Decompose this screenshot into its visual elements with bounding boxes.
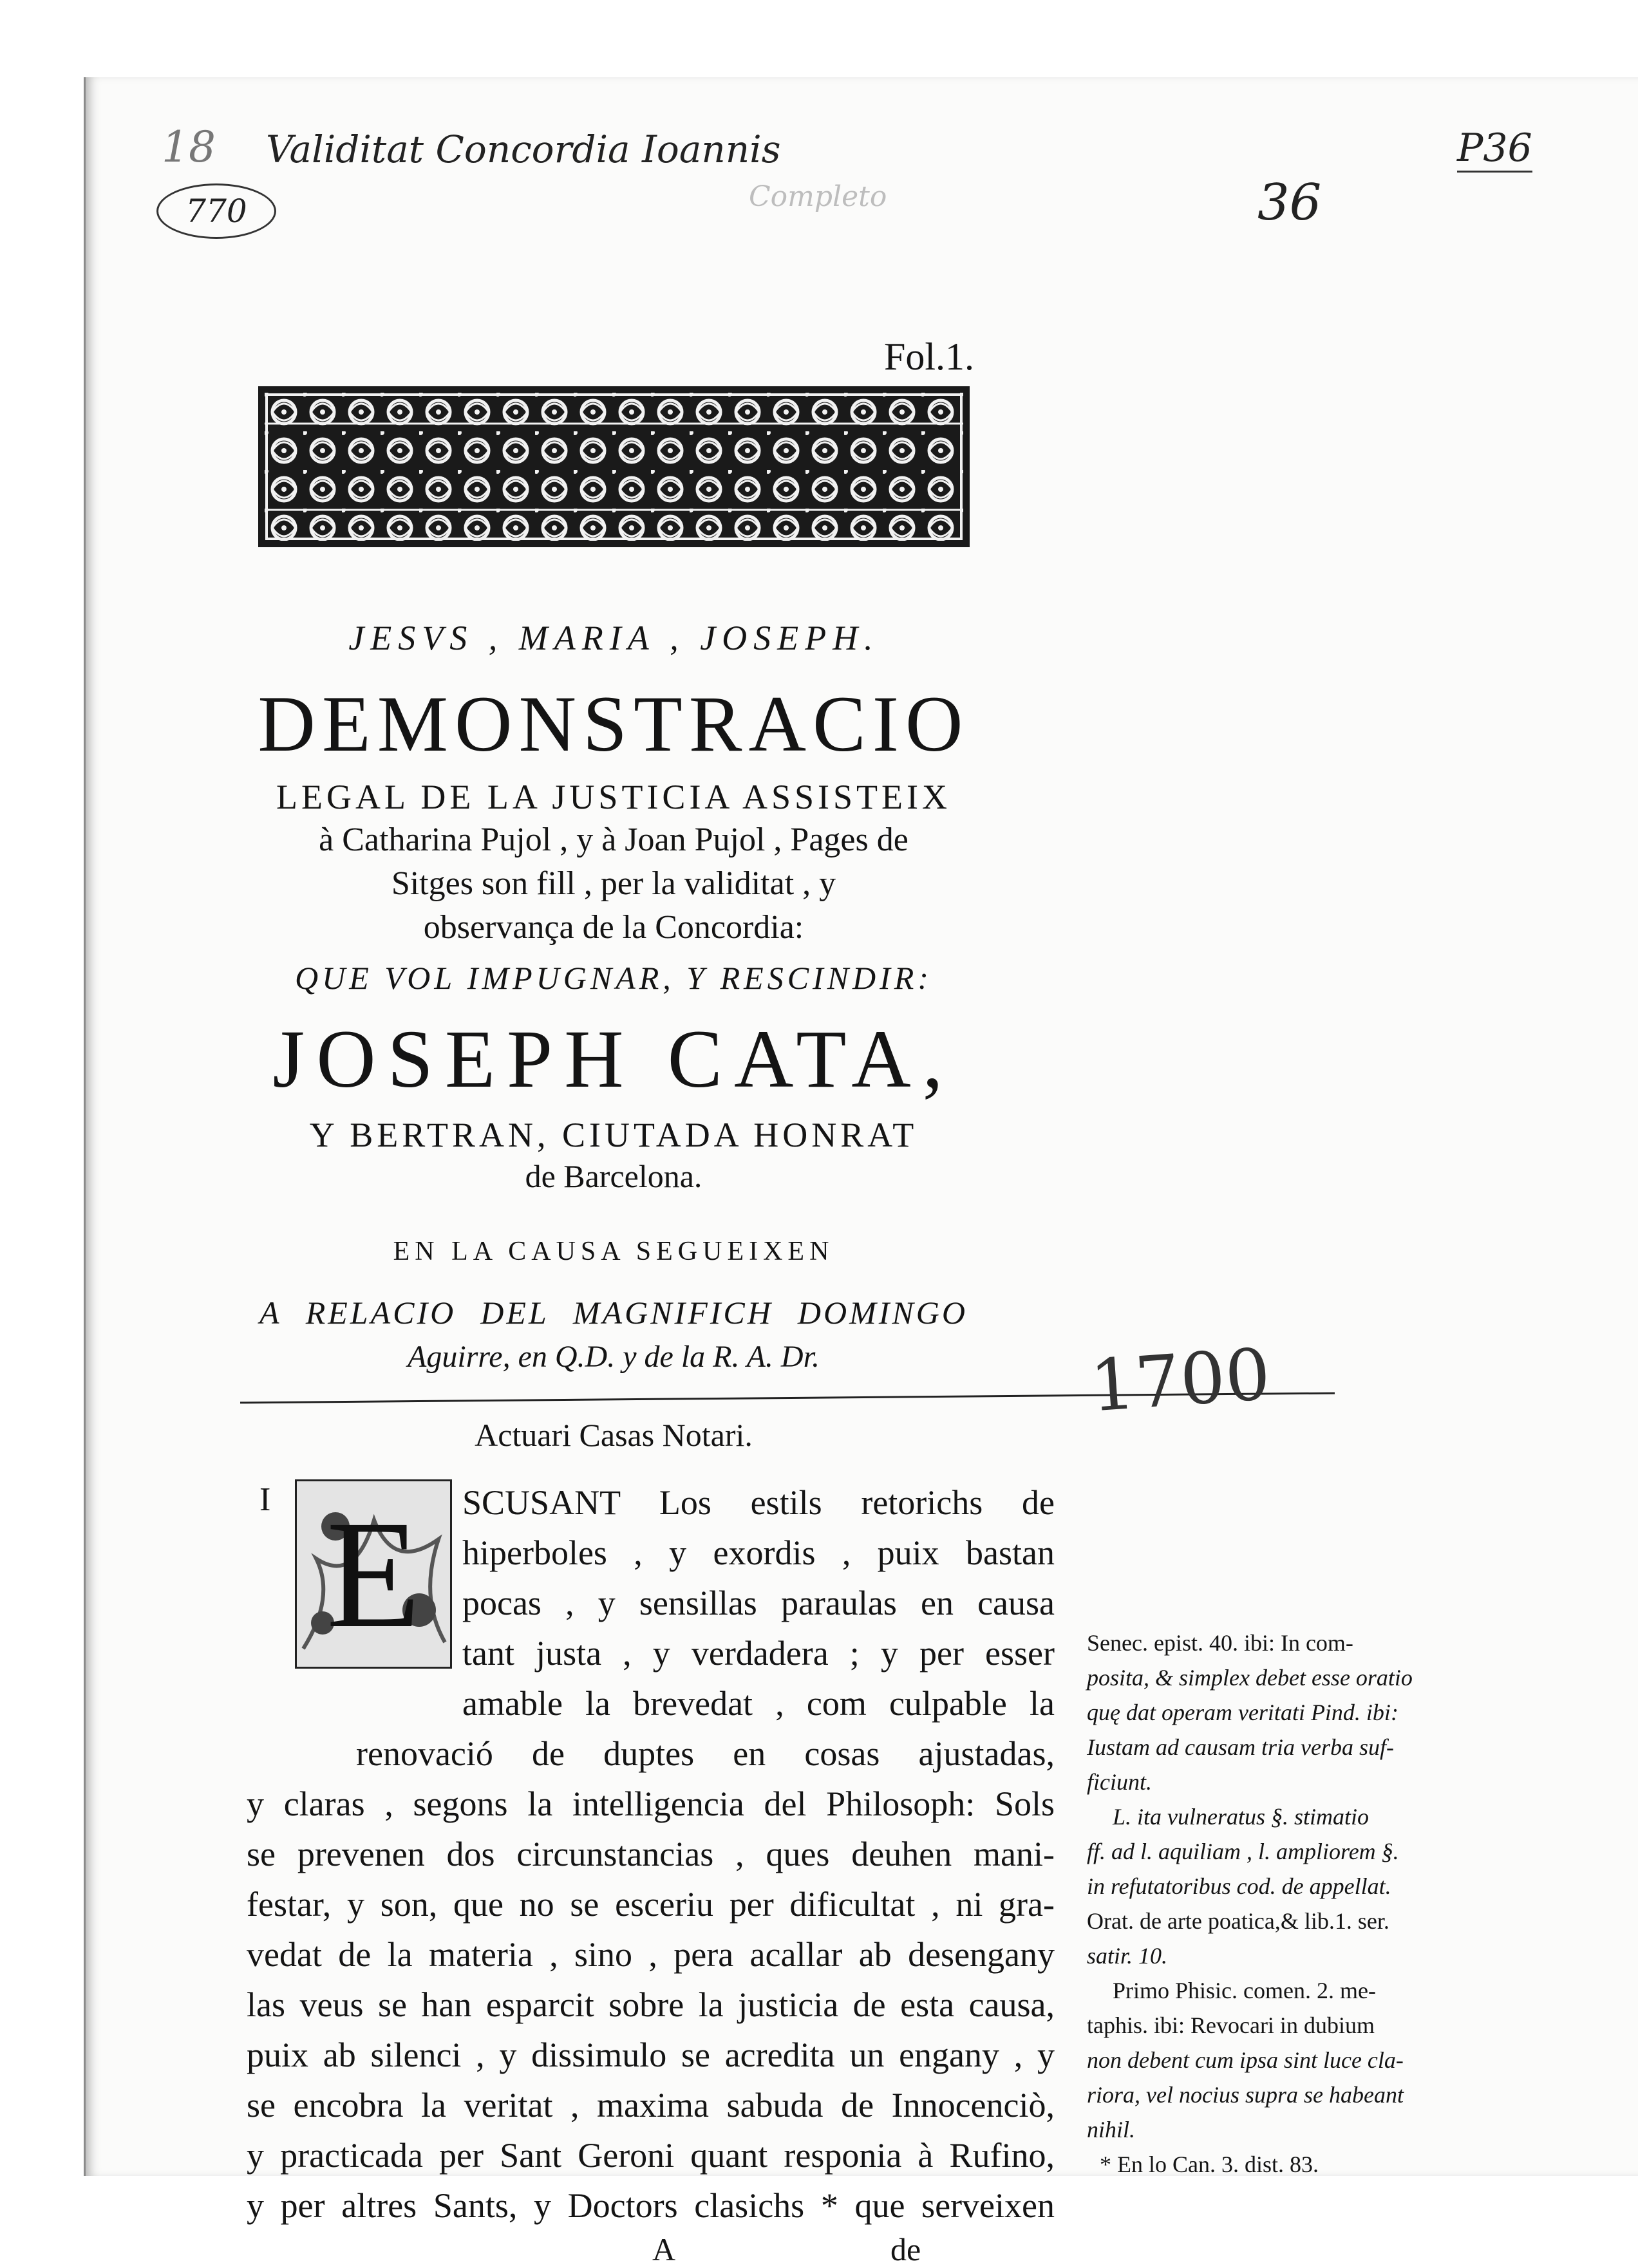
marginal-notes (1087, 1626, 1499, 2182)
body-line: vedat de la materia , sino , pera acallar ab desengany (247, 1935, 1055, 1974)
main-title: DEMONSTRACIO (258, 680, 970, 768)
marginal-note-line: non debent cum ipsa sint luce cla- (1087, 2047, 1404, 2073)
opponent-line: de Barcelona. (525, 1158, 702, 1194)
marginal-note-line: ficiunt. (1087, 1769, 1152, 1795)
marginal-note-line: riora, vel nocius supra se habeant (1087, 2082, 1404, 2108)
body-line-wide (462, 1678, 1055, 1729)
handwritten-margin-number: 1700 (1087, 1333, 1274, 1428)
subtitle-block (247, 776, 981, 950)
impugn-line: QUE VOL IMPUGNAR, Y RESCINDIR: (294, 960, 932, 996)
opponent-line: Y BERTRAN, CIUTADA HONRAT (309, 1116, 918, 1154)
body-lines-full (247, 1779, 1055, 2231)
handwritten-faint-note: Completo (749, 180, 887, 213)
marginal-note-line: taphis. ibi: Revocari in dubium (1087, 2012, 1375, 2038)
marginal-note-line: Senec. epist. 40. ibi: In com- (1087, 1630, 1353, 1656)
catchword: de (890, 2231, 921, 2267)
marginal-note-line: in refutatoribus cod. de appellat. (1087, 1873, 1391, 1899)
marginal-note-line: L. ita vulneratus §. stimatio (1113, 1804, 1370, 1830)
body-line: SCUSANT Los estils retorichs de (462, 1483, 1055, 1522)
signature-mark: A (652, 2231, 676, 2267)
paragraph-number: I (259, 1481, 271, 1518)
circled-number-text: 770 (185, 192, 247, 230)
marginal-note-line: Iustam ad causam tria verba suf- (1087, 1734, 1394, 1760)
handwritten-right-mark: P36 (1457, 126, 1532, 173)
body-lines-indented (462, 1477, 1055, 1678)
opponent-name: JOSEPH CATA, (272, 1013, 955, 1105)
body-line: y per altres Sants, y Doctors clasichs * que serveixen (247, 2186, 1055, 2225)
cause-line: EN LA CAUSA SEGUEIXEN (393, 1237, 834, 1266)
subtitle-line: LEGAL DE LA JUSTICIA ASSISTEIX (276, 778, 951, 816)
body-line: renovació de duptes en cosas ajustadas, (356, 1734, 1055, 1773)
body-line: pocas , y sensillas paraulas en causa (462, 1584, 1055, 1622)
subtitle-line: Sitges son fill , per la validitat , y (391, 865, 836, 902)
folio-number: Fol.1. (884, 335, 975, 378)
body-line: y practicada per Sant Geroni quant responia à Rufino, (247, 2136, 1055, 2175)
relacio-line-2: Aguirre, en Q.D. y de la R. A. Dr. (408, 1340, 820, 1374)
marginal-note-line: Primo Phisic. comen. 2. me- (1113, 1978, 1376, 2003)
body-line: se encobra la veritat , maxima sabuda de Innocenciò, (247, 2086, 1055, 2124)
body-line: festar, y son, que no se esceriu per dificultat , ni gra- (247, 1885, 1055, 1924)
marginal-note-line: Orat. de arte poatica,& lib.1. ser. (1087, 1908, 1389, 1934)
handwritten-top-number: 18 (162, 122, 216, 172)
document-page (84, 77, 1638, 2267)
body-line: puix ab silenci , y dissimulo se acredita un engany , y (247, 2036, 1055, 2074)
handwritten-top-note: Validitat Concordia Ioannis (266, 127, 781, 171)
actuari-line: Actuari Casas Notari. (475, 1417, 753, 1453)
marginal-note-line: nihil. (1087, 2117, 1136, 2142)
body-line: las veus se han esparcit sobre la justicia de esta causa, (247, 1985, 1055, 2024)
ornamental-headpiece (258, 386, 970, 547)
body-line: tant justa , y verdadera ; y per esser (462, 1634, 1055, 1673)
handwritten-page-mark: 36 (1257, 174, 1322, 232)
ornament-pattern-icon (265, 393, 963, 541)
subtitle-line: observança de la Concordia: (423, 909, 804, 946)
body-line: amable la brevedat , com culpable la (462, 1684, 1055, 1723)
drop-cap-box (295, 1479, 452, 1669)
marginal-note-line: * En lo Can. 3. dist. 83. (1100, 2151, 1319, 2177)
handwritten-circled-number (156, 183, 276, 239)
marginal-note-line: ff. ad l. aquiliam , l. ampliorem §. (1087, 1839, 1399, 1864)
subtitle-line: à Catharina Pujol , y à Joan Pujol , Pages de (319, 821, 908, 858)
marginal-note-line: satir. 10. (1087, 1943, 1168, 1969)
marginal-note-line: posita, & simplex debet esse oratio (1087, 1665, 1413, 1691)
body-line: se prevenen dos circunstancias , ques deuhen mani- (247, 1835, 1055, 1873)
relacio-line-1: A RELACIO DEL MAGNIFICH DOMINGO (259, 1295, 968, 1331)
body-line: y claras , segons la intelligencia del Philosoph: Sols (247, 1785, 1055, 1823)
opponent-block (247, 1114, 981, 1196)
invocation: JESVS , MARIA , JOSEPH. (348, 619, 880, 657)
drop-cap-letter: E (326, 1488, 421, 1660)
body-line-wide (356, 1729, 1055, 1779)
marginal-note-line: quę dat operam veritati Pind. ibi: (1087, 1700, 1398, 1725)
body-line: hiperboles , y exordis , puix bastan (462, 1533, 1055, 1572)
